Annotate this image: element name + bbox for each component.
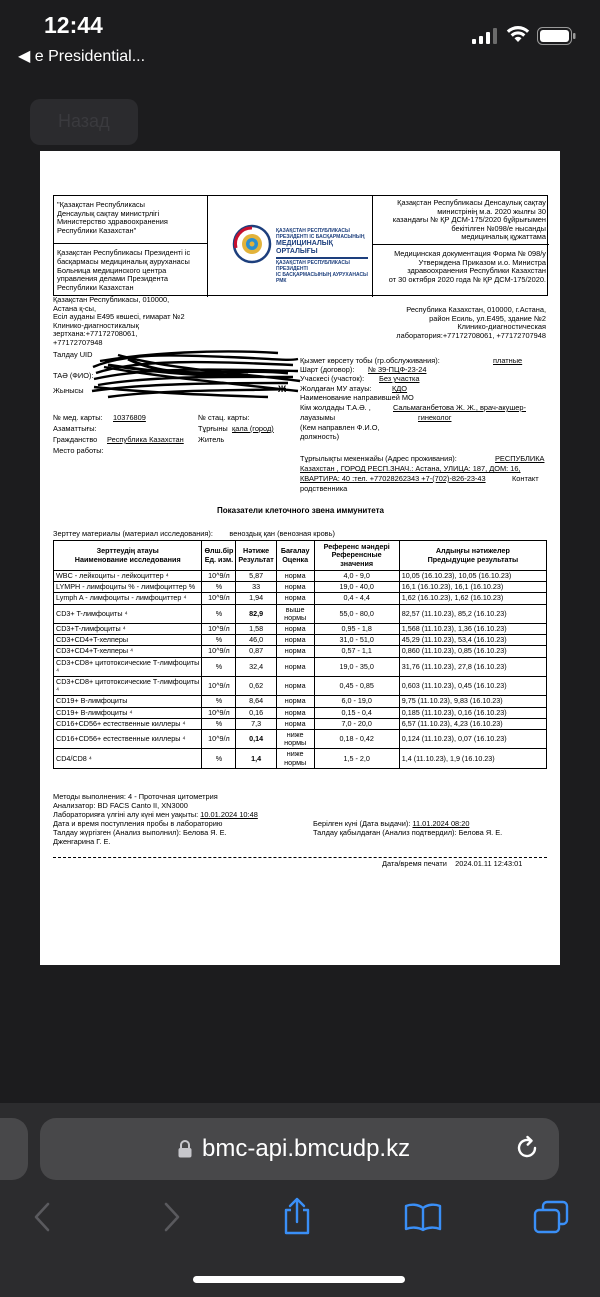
residence-address-value-1: РЕСПУБЛИКА	[495, 454, 545, 463]
assessment-cell: норма	[276, 571, 314, 582]
address-line: лаборатория:+77172708061, +77172707948	[396, 330, 546, 340]
unit-cell: 10^9/л	[202, 646, 236, 657]
reference-cell: 0,18 - 0,42	[314, 730, 399, 749]
header-right-line: министрінің м.а. 2020 жылғы 30	[437, 206, 546, 216]
header-left-line: басқармасы медициналық ауруханасы	[57, 256, 190, 266]
table-row	[54, 582, 547, 593]
assessment-cell: норма	[276, 582, 314, 593]
assessment-cell: норма	[276, 718, 314, 729]
previous-results-cell: 9,75 (11.10.23), 9,83 (16.10.23)	[399, 696, 546, 707]
result-cell: 0,62	[236, 677, 276, 696]
previous-results-cell: 16,1 (16.10.23), 16,1 (16.10.23)	[399, 582, 546, 593]
district-label: Учаскесі (участок):	[300, 374, 365, 383]
col-header-line: Нәтиже	[243, 546, 270, 556]
reference-cell: 19,0 - 40,0	[314, 582, 399, 593]
test-name-cell: WBC - лейкоциты - лейкоциттер ⁴	[54, 571, 202, 582]
header-left-line: Денсаулық сақтау министрлігі	[57, 208, 160, 218]
test-name-cell: CD3+CD4+T-хелперы ⁴	[54, 646, 202, 657]
unit-cell: %	[202, 657, 236, 676]
test-name-cell: CD3+ T-лимфоциты ⁴	[54, 604, 202, 623]
sender-value: Сальмаганбетова Ж. Ж., врач-акушер-	[393, 403, 526, 412]
table-row	[54, 707, 547, 718]
col-header-line: значения	[340, 558, 374, 568]
divider	[373, 244, 549, 245]
relative-contact-label: Контакт	[512, 474, 539, 483]
redaction-scribble	[88, 347, 303, 405]
logo-line: ҚАЗАҚСТАН РЕСПУБЛИКАСЫ ПРЕЗИДЕНТІ	[276, 260, 350, 272]
previous-results-cell: 1,62 (16.10.23), 1,62 (16.10.23)	[399, 593, 546, 604]
table-row	[54, 593, 547, 604]
citizenship-kz-label: Азаматтығы:	[53, 424, 97, 433]
reference-cell: 0,4 - 4,4	[314, 593, 399, 604]
test-name-cell: CD16+CD56+ естественные киллеры ⁴	[54, 730, 202, 749]
result-cell: 0,14	[236, 730, 276, 749]
sender-value-2: гинеколог	[418, 413, 452, 422]
table-row	[54, 677, 547, 696]
logo-caption	[276, 228, 368, 284]
col-header-unit	[202, 541, 236, 571]
assessment-cell: норма	[276, 696, 314, 707]
test-name-cell: CD19+ B-лимфоциты	[54, 696, 202, 707]
reference-cell: 1,5 - 2,0	[314, 749, 399, 768]
material-label	[53, 529, 335, 538]
header-right-line: от 30 октября 2020 года № ҚР ДСМ-175/2020.	[388, 274, 546, 284]
unit-cell: 10^9/л	[202, 677, 236, 696]
document-header	[53, 195, 548, 296]
header-left-line: Больница медицинского центра	[57, 265, 167, 275]
result-cell: 7,3	[236, 718, 276, 729]
section-title: Показатели клеточного звена иммунитета	[217, 506, 384, 515]
sender-kz-label-2: лауазымы	[300, 413, 336, 422]
reload-icon[interactable]	[514, 1135, 540, 1161]
header-right-line: Утверждена Приказом и.о. Министра	[418, 257, 546, 267]
service-group-value: платные	[493, 356, 523, 365]
address-line: Қазақстан Республикасы, 010000,	[53, 295, 170, 304]
result-cell: 5,87	[236, 571, 276, 582]
url-text[interactable]: bmc-api.bmcudp.kz	[202, 1135, 411, 1162]
med-card-label: № мед. карты:	[53, 413, 103, 422]
tabs-icon[interactable]	[533, 1200, 569, 1234]
header-left-line: "Қазақстан Республикасы	[57, 200, 145, 209]
assessment-cell: ниже нормы	[276, 749, 314, 768]
reference-cell: 0,95 - 1,8	[314, 624, 399, 635]
document-page	[40, 151, 560, 965]
result-cell: 0,87	[236, 646, 276, 657]
col-header-reference	[314, 541, 399, 571]
contract-label: Шарт (договор):	[300, 365, 355, 374]
emblem-logo-icon	[232, 224, 272, 264]
header-right-line: Қазақстан Республикасы Денсаулық сақтау	[397, 198, 546, 207]
test-name-cell: CD4/CD8 ⁴	[54, 749, 202, 768]
reference-cell: 0,57 - 1,1	[314, 646, 399, 657]
table-row	[54, 604, 547, 623]
sender-label-2: должность)	[300, 432, 340, 441]
gender-label: Жынысы	[53, 386, 84, 395]
previous-results-cell: 6,57 (11.10.23), 4,23 (16.10.23)	[399, 718, 546, 729]
table-header-row	[54, 541, 547, 571]
header-right-cell	[373, 196, 549, 297]
unit-cell: %	[202, 604, 236, 623]
bookmarks-icon[interactable]	[404, 1202, 442, 1232]
header-left-line: Республики Казахстан"	[57, 225, 137, 235]
unit-cell: %	[202, 696, 236, 707]
dashed-divider	[53, 857, 547, 858]
assessment-cell: норма	[276, 646, 314, 657]
unit-cell: %	[202, 635, 236, 646]
service-group-label: Қызмет көрсету тобы (гр.обслуживания):	[300, 356, 440, 365]
med-card-value: 10376809	[113, 413, 146, 422]
reference-cell: 4,0 - 9,0	[314, 571, 399, 582]
previous-results-cell: 10,05 (16.10.23), 10,05 (16.10.23)	[399, 571, 546, 582]
header-left-line: управления делами Президента	[57, 274, 169, 284]
clock: 12:44	[44, 12, 103, 38]
referring-org-value: КДО	[392, 384, 408, 393]
col-header-result	[236, 541, 276, 571]
back-to-app-link[interactable]: ◀ e Presidential...	[18, 48, 146, 65]
issued-value: 11.01.2024 08:20	[412, 819, 470, 828]
wifi-icon	[506, 24, 530, 44]
col-header-line: Оценка	[282, 554, 309, 564]
reference-cell: 7,0 - 20,0	[314, 718, 399, 729]
lab-address-ru	[370, 306, 546, 340]
residence-kz-label: Тұрғыны	[198, 424, 228, 433]
assessment-cell: норма	[276, 657, 314, 676]
results-table-body	[54, 571, 547, 769]
test-name-cell: CD16+CD56+ естественные киллеры ⁴	[54, 718, 202, 729]
residence-address-value-2: Казахстан , ГОРОД РЕСП.ЗНАЧ.: Астана, УЛИЦА: 187, ДОМ: 16,	[300, 464, 521, 473]
assessment-cell: норма	[276, 593, 314, 604]
unit-cell: 10^9/л	[202, 593, 236, 604]
results-table	[53, 540, 547, 769]
col-header-line: Наименование исследования	[74, 554, 181, 564]
reference-cell: 31,0 - 51,0	[314, 635, 399, 646]
previous-results-cell: 0,124 (11.10.23), 0,07 (16.10.23)	[399, 730, 546, 749]
print-datetime-label: Дата/время печати	[382, 859, 447, 868]
confirmed-line: Талдау қабылдаған (Анализ подтвердил): Белова Я. Е.	[313, 828, 503, 837]
header-left-line: Министерство здравоохранения	[57, 217, 168, 227]
reference-cell: 55,0 - 80,0	[314, 604, 399, 623]
unit-cell: %	[202, 718, 236, 729]
result-cell: 0,16	[236, 707, 276, 718]
header-right-line: медициналық құжаттама	[461, 232, 546, 242]
header-logo-cell	[208, 196, 373, 297]
col-header-name	[54, 541, 202, 571]
col-header-line: Предыдущие результаты	[427, 554, 519, 564]
assessment-cell: норма	[276, 635, 314, 646]
unit-cell: 10^9/л	[202, 730, 236, 749]
test-name-cell: CD3+T-лимфоциты ⁴	[54, 624, 202, 635]
residence-value: қала (город)	[232, 424, 274, 433]
address-line: Клинико-диагностикалық	[53, 320, 139, 330]
logo-line: МЕДИЦИНАЛЫҚ ОРТАЛЫҒЫ	[276, 240, 333, 255]
address-line: район Есиль, ул.Е495, здание №2	[429, 313, 546, 323]
material-label-text: Зерттеу материалы (материал исследования):	[53, 529, 213, 538]
table-row	[54, 730, 547, 749]
assessment-cell: норма	[276, 707, 314, 718]
unit-cell: 10^9/л	[202, 571, 236, 582]
previous-results-cell: 31,76 (11.10.23), 27,8 (16.10.23)	[399, 657, 546, 676]
issued-label: Берілген күні (Дата выдачи):	[313, 819, 411, 828]
previous-results-cell: 0,185 (11.10.23), 0,16 (16.10.23)	[399, 707, 546, 718]
table-row	[54, 657, 547, 676]
header-left-cell	[54, 196, 208, 297]
test-name-cell: LYMPH - лимфоциты % - лимфоциттер %	[54, 582, 202, 593]
work-label: Место работы:	[53, 446, 104, 455]
table-row	[54, 571, 547, 582]
unit-cell: 10^9/л	[202, 707, 236, 718]
print-datetime-line	[382, 860, 522, 869]
relative-contact-label-2: родственника	[300, 484, 348, 493]
performed-line: Талдау жүргізген (Анализ выполнил): Белова Я. Е.	[53, 828, 227, 837]
address-line: Есіл ауданы Е495 көшесі, ғимарат №2	[53, 312, 185, 322]
contract-value: № 39-ПЦФ-23-24	[368, 365, 427, 374]
reference-cell: 6,0 - 19,0	[314, 696, 399, 707]
sender-label: (Кем направлен Ф.И.О,	[300, 423, 380, 432]
stat-card-label: № стац. карты:	[198, 413, 250, 422]
unit-cell: %	[202, 582, 236, 593]
residence-label: Житель	[198, 435, 225, 444]
result-cell: 1,4	[236, 749, 276, 768]
fio-label: ТАӘ (ФИО):	[53, 371, 94, 380]
back-chevron-icon[interactable]	[30, 1200, 54, 1234]
district-value: Без участка	[379, 374, 420, 383]
logo-line: ПРЕЗИДЕНТІ ІС БАСҚАРМАСЫНЫҢ	[276, 234, 365, 240]
sender-kz-label: Кім жолдады Т.А.Ә. ,	[300, 403, 371, 412]
col-header-line: Алдыңғы нәтижелер	[435, 546, 510, 556]
logo-line: ІС БАСҚАРМАСЫНЫҢ АУРУХАНАСЫ РМК	[276, 272, 368, 284]
assessment-cell: ниже нормы	[276, 730, 314, 749]
col-header-previous	[399, 541, 546, 571]
result-cell: 8,64	[236, 696, 276, 707]
col-header-line: Өлш.бір	[204, 546, 234, 556]
test-name-cell: CD3+CD8+ цитотоксические Т-лимфоциты ⁴	[54, 657, 202, 676]
result-cell: 1,58	[236, 624, 276, 635]
assessment-cell: норма	[276, 624, 314, 635]
test-name-cell: CD19+ B-лимфоциты ⁴	[54, 707, 202, 718]
previous-results-cell: 82,57 (11.10.23), 85,2 (16.10.23)	[399, 604, 546, 623]
gender-value: Ж	[278, 384, 287, 394]
header-right-line: здравоохранения Республики Казахстан	[407, 266, 546, 276]
header-left-line: Қазақстан Республикасы Президенті іс	[57, 248, 191, 258]
referring-org-label: Наименование направившей МО	[300, 393, 414, 402]
table-row	[54, 696, 547, 707]
assessment-cell: выше нормы	[276, 604, 314, 623]
table-row	[54, 624, 547, 635]
result-cell: 1,94	[236, 593, 276, 604]
table-row	[54, 635, 547, 646]
received-ru-line: Дата и время поступления пробы в лабораторию	[53, 819, 223, 828]
previous-results-cell: 1,4 (11.10.23), 1,9 (16.10.23)	[399, 749, 546, 768]
reference-cell: 0,15 - 0,4	[314, 707, 399, 718]
material-value: веноздық қан (венозная кровь)	[229, 529, 335, 538]
battery-icon	[537, 27, 577, 45]
forward-chevron-icon[interactable]	[160, 1200, 184, 1234]
col-header-line: Зерттеудің атауы	[96, 546, 159, 556]
divider	[54, 243, 208, 244]
residence-address-label: Тұрғылықты мекенжайы (Адрес проживания):	[300, 454, 457, 463]
col-header-line: Бағалау	[280, 546, 310, 556]
reference-cell: 0,45 - 0,85	[314, 677, 399, 696]
status-bar	[0, 0, 600, 46]
address-line: зертхана:+77172708061,	[53, 329, 138, 339]
address-line: Республика Казахстан, 010000, г.Астана,	[406, 305, 546, 314]
header-right-line: Медицинская документация Форма № 098/у	[394, 248, 546, 258]
table-row	[54, 718, 547, 729]
analysis-uid-label: Талдау UID	[53, 350, 93, 359]
table-row	[54, 749, 547, 768]
table-row	[54, 646, 547, 657]
result-cell: 33	[236, 582, 276, 593]
methods-line: Методы выполнения: 4 - Проточная цитометрия	[53, 792, 218, 801]
received-kz-label: Лабораторияға үлгіні алу күні мен уақыты:	[53, 810, 199, 819]
unit-cell: %	[202, 749, 236, 768]
result-cell: 32,4	[236, 657, 276, 676]
test-name-cell: CD3+CD4+T-хелперы	[54, 635, 202, 646]
test-name-cell: Lymph A - лимфоциты - лимфоциттер ⁴	[54, 593, 202, 604]
address-line: +77172707948	[53, 337, 103, 347]
logo-rule	[276, 257, 368, 259]
faded-back-button-label: Назад	[58, 111, 110, 131]
reference-cell: 19,0 - 35,0	[314, 657, 399, 676]
col-header-line: Референс мәндері	[323, 542, 390, 552]
address-line: Клинико-диагностическая	[457, 322, 546, 332]
header-right-line: бекітілген №098/е нысанды	[451, 223, 546, 233]
lock-icon	[178, 1140, 192, 1158]
citizenship-label: Гражданство	[53, 435, 98, 444]
home-indicator[interactable]	[193, 1276, 405, 1283]
referring-org-kz-label: Жолдаған МУ атауы:	[300, 384, 372, 393]
logo-line: ҚАЗАҚСТАН РЕСПУБЛИКАСЫ	[276, 228, 350, 234]
col-header-assessment	[276, 541, 314, 571]
previous-results-cell: 45,29 (11.10.23), 53,4 (16.10.23)	[399, 635, 546, 646]
assessment-cell: норма	[276, 677, 314, 696]
citizenship-value: Республика Казахстан	[107, 435, 184, 444]
previous-results-cell: 0,860 (11.10.23), 0,85 (16.10.23)	[399, 646, 546, 657]
col-header-line: Результат	[238, 554, 274, 564]
previous-results-cell: 0,603 (11.10.23), 0,45 (16.10.23)	[399, 677, 546, 696]
unit-cell: 10^9/л	[202, 624, 236, 635]
lab-address-kz	[53, 296, 233, 348]
result-cell: 82,9	[236, 604, 276, 623]
previous-tab-pill[interactable]	[0, 1118, 28, 1180]
previous-results-cell: 1,568 (11.10.23), 1,36 (16.10.23)	[399, 624, 546, 635]
col-header-line: Референсные	[331, 550, 382, 560]
analyzer-line: Анализатор: BD FACS Canto II, XN3000	[53, 801, 188, 810]
share-icon[interactable]	[282, 1196, 312, 1236]
residence-address-value-3: КВАРТИРА: 40 :тел. +77028262343 +7-(702)-826-23-43	[300, 474, 486, 483]
col-header-line: Ед. изм.	[204, 554, 234, 564]
print-datetime-value: 2024.01.11 12:43:01	[455, 859, 523, 868]
header-right-line: казандағы № ҚР ДСМ-175/2020 бұйрығымен	[392, 215, 546, 225]
performer-2-line: Дженгарина Г. Е.	[53, 837, 111, 846]
cellular-signal-icon	[472, 28, 498, 44]
test-name-cell: CD3+CD8+ цитотоксические Т-лимфоциты ⁴	[54, 677, 202, 696]
address-line: Астана қ-сы,	[53, 303, 97, 313]
result-cell: 46,0	[236, 635, 276, 646]
header-left-line: Республики Казахстан	[57, 282, 134, 292]
received-value: 10.01.2024 10:48	[200, 810, 258, 819]
